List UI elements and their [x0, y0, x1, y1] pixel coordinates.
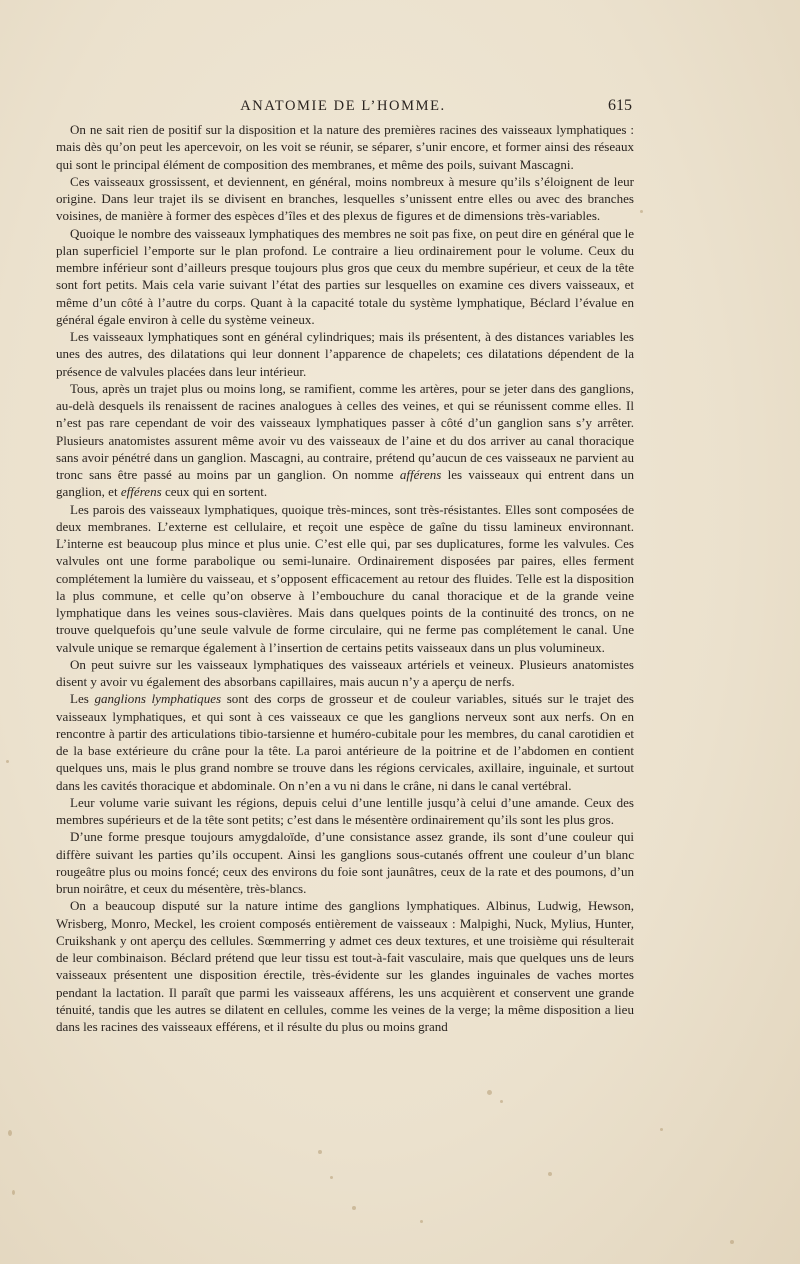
paper-speck	[420, 1220, 423, 1223]
page-number: 615	[608, 97, 632, 114]
paper-speck	[500, 1100, 503, 1103]
paper-speck	[12, 1190, 15, 1195]
paragraph: Les parois des vaisseaux lymphatiques, quoique très-minces, sont très-résistantes. Elles sont composées de deux membranes. L’externe est cellulaire, et reçoit une espèce de gaîne du tissu lamineux environnant. L’interne est beaucoup plus mince et plus unie. C’est elle qui, par ses duplicatures, forme les valvules. Ces valvules ont une forme parabolique ou semi-lunaire. Ordinairement disposées par paires, elles ferment complétement la lumière du vaisseau, et s’opposent efficacement au retour des fluides. Telle est la disposition la plus commune, et celle qu’on observe à l’embouchure du canal thoracique et de la grande veine lymphatique dans les veines sous-clavières. Mais dans quelques points de la continuité des troncs, on ne trouve quelquefois qu’une seule valvule de forme circulaire, qui ne ferme pas complétement le canal. Une valvule unique se remarque également à l’insertion de certains petits vaisseaux dans un plus volumineux.	[56, 501, 634, 655]
paragraph: Leur volume varie suivant les régions, depuis celui d’une lentille jusqu’à celui d’une amande. Ceux des membres supérieurs et de la tête sont petits; c’est dans le mésentère ordinairement qu’ils sont les plus gros.	[56, 794, 634, 827]
paragraph: On a beaucoup disputé sur la nature intime des ganglions lymphatiques. Albinus, Ludwig, Hewson, Wrisberg, Monro, Meckel, les croient composés entièrement de vaisseaux : Malpighi, Nuck, Mylius, Hunter, Cruikshank y ont aperçu des cellules. Sœmmerring y admet ces deux textures, et une troisième qui résulterait de leur combinaison. Béclard prétend que leur tissu est tout-à-fait vasculaire, mais que quelques uns de leurs vaisseaux présentent une disposition érectile, très-évidente sur les glandes inguinales de vaches mortes pendant la lactation. Il paraît que parmi les vaisseaux afférens, les uns acquièrent et conservent une grande ténuité, tandis que les autres se dilatent en cellules, comme les veines de la verge; la même disposition a lieu dans les racines des vaisseaux efférens, et il résulte du plus ou moins grand	[56, 898, 634, 1034]
paper-speck	[6, 760, 9, 763]
paper-speck	[330, 1176, 333, 1179]
paper-speck	[318, 1150, 322, 1154]
paragraph	[56, 380, 634, 501]
paper-speck	[730, 1240, 734, 1244]
paragraph-text: les vaisseaux qui entrent dans un ganglion, et	[56, 467, 634, 500]
paper-speck	[660, 1128, 663, 1131]
paragraph-text: ceux qui en sortent.	[161, 484, 268, 500]
page-header	[56, 98, 630, 118]
paragraph-text: sont des corps de grosseur et de couleur variables, situés sur le trajet des vaisseaux lymphatiques, et qui sont à ces vaisseaux ce que les ganglions nerveux sont aux nerfs. On en rencontre à partir des articulations tibio-tarsienne et huméro-cubitale pour les membres, du canal carotidien et de la base extérieure du crâne pour la tête. La paroi antérieure de la poitrine et de l’abdomen en contient quelques uns, mais le plus grand nombre se trouve dans les régions cervicales, axillaire, inguinale, et surtout dans les cavités thoracique et abdominale. On n’en a vu ni dans le crâne, ni dans le canal vertébral.	[56, 691, 634, 793]
paragraph: Les vaisseaux lymphatiques sont en général cylindriques; mais ils présentent, à des distances variables les unes des autres, des dilatations qui leur donnent l’apparence de chapelets; ces dilatations dépendent de la présence de valvules placées dans leur intérieur.	[56, 329, 634, 379]
paragraph: Quoique le nombre des vaisseaux lymphatiques des membres ne soit pas fixe, on peut dire en général que le plan superficiel l’emporte sur le plan profond. Le contraire a lieu ordinairement pour le volume. Ceux du membre inférieur sont d’ailleurs presque toujours plus gros que ceux du membre supérieur, et ceux de la tête sont fort petits. Mais cela varie suivant l’état des parties sur lesquelles on examine ces divers vaisseaux, et même d’un côté à l’autre du corps. Quant à la capacité totale du système lymphatique, Béclard l’évalue en général égale environ à celle du système veineux.	[56, 225, 634, 327]
paragraph: Ces vaisseaux grossissent, et deviennent, en général, moins nombreux à mesure qu’ils s’éloignent de leur origine. Dans leur trajet ils se divisent en branches, lesquelles s’unissent entre elles ou avec des branches voisines, de manière à former des espèces d’îles et des plexus de figures et de dimensions très-variables.	[56, 173, 634, 224]
italic-term: afférens	[399, 467, 442, 482]
paper-speck	[640, 210, 643, 213]
paragraph-text: Tous, après un trajet plus ou moins long, se ramifient, comme les artères, pour se jeter dans des ganglions, au-delà desquels ils renaissent de racines analogues à celles des veines, et qui se réunissent comme elles. Il n’est pas rare cependant de voir des vaisseaux lymphatiques passer à côté d’un ganglion sans s’y arrêter. Plusieurs anatomistes assurent même avoir vu des vaisseaux de l’aine et du dos arriver au canal thoracique sans avoir pénétré dans un ganglion. Mascagni, au contraire, prétend qu’aucun de ces vaisseaux ne parvient au tronc sans être passé au moins par un ganglion. On nomme	[56, 380, 634, 482]
italic-term: efférens	[120, 484, 162, 500]
paragraph	[56, 690, 634, 794]
paper-speck	[487, 1090, 492, 1095]
paragraph-text: Les	[70, 691, 95, 707]
italic-term: ganglions lymphatiques	[94, 691, 222, 707]
paragraph: On peut suivre sur les vaisseaux lymphatiques des vaisseaux artériels et veineux. Plusieurs anatomistes disent y avoir vu également des absorbans capillaires, mais aucun n’y a aperçu de nerfs.	[56, 656, 634, 689]
paper-speck	[352, 1206, 356, 1210]
paper-speck	[548, 1172, 552, 1176]
paragraph: On ne sait rien de positif sur la disposition et la nature des premières racines des vaisseaux lymphatiques : mais dès qu’on peut les apercevoir, on les voit se réunir, se séparer, s’unir encore, et former ainsi des réseaux qui sont le principal élément de composition des membranes, et même des poils, suivant Mascagni.	[56, 122, 634, 172]
running-title: ANATOMIE DE L’HOMME.	[240, 98, 446, 114]
body-text	[56, 121, 634, 1035]
paper-speck	[8, 1130, 12, 1136]
paragraph: D’une forme presque toujours amygdaloïde, d’une consistance assez grande, ils sont d’une couleur qui diffère suivant les parties qu’ils occupent. Ainsi les ganglions sous-cutanés offrent une couleur d’un blanc rougeâtre plus ou moins foncé; ceux des environs du foie sont jaunâtres, ceux de la rate et des poumons, d’un brun noirâtre, et ceux du mésentère, très-blancs.	[56, 829, 634, 896]
